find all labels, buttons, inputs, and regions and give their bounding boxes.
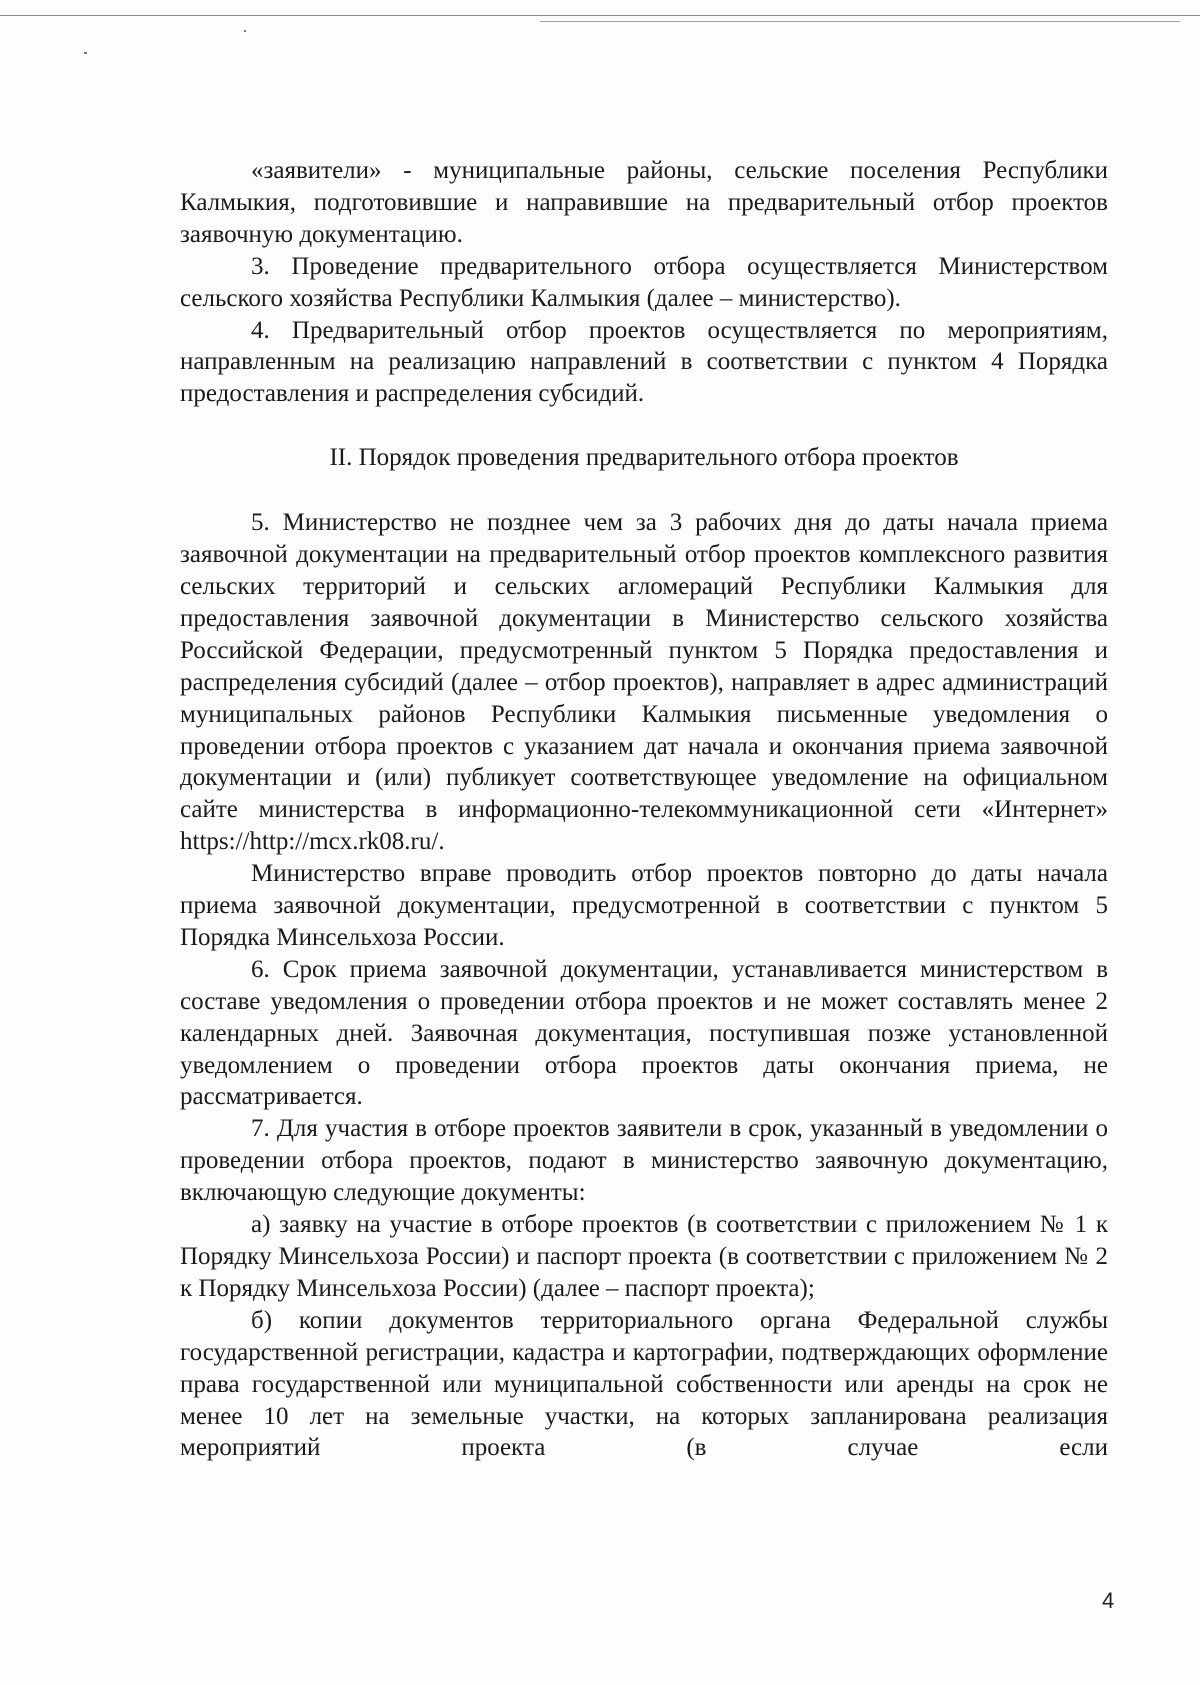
paragraph: «заявители» - муниципальные районы, сельские поселения Республики Калмыкия, подготовившие и направившие на предварительный отбор проектов заявочную документацию. (180, 157, 1108, 248)
paragraph: Министерство вправе проводить отбор проектов повторно до даты начала приема заявочной документации, предусмотренной в соответствии с пунктом 5 Порядка Минсельхоза России. (180, 860, 1108, 951)
scan-edge-line (0, 15, 1200, 16)
paragraph: 6. Срок приема заявочной документации, устанавливается министерством в составе уведомления о проведении отбора проектов и не может составлять менее 2 календарных дней. Заявочная документация, поступившая позже установленной уведомлением о проведении отбора проектов даты окончания приема, не рассматривается. (180, 955, 1108, 1111)
paragraph: 7. Для участия в отборе проектов заявители в срок, указанный в уведомлении о проведении отбора проектов, подают в министерство заявочную документацию, включающую следующие документы: (180, 1115, 1108, 1207)
section-heading: II. Порядок проведения предварительного отбора проектов (329, 444, 959, 472)
document-body (180, 155, 1108, 1464)
paragraph: б) копии документов территориального органа Федеральной службы государственной регистрации, кадастра и картографии, подтверждающих оформление права государственной или муниципальной собственности или аренды на срок не менее 10 лет на земельные участки, на которых запланирована реализация мероприятий проекта (в случае если (180, 1306, 1108, 1462)
paragraph: 5. Министерство не позднее чем за 3 рабочих дня до даты начала приема заявочной документации на предварительный отбор проектов комплексного развития сельских территорий и сельских агломераций Республики Калмыкия для предоставления заявочной документации в Министерство сельского хозяйства Российской Федерации, предусмотренный пунктом 5 Порядка предоставления и распределения субсидий (далее – отбор проектов), направляет в адрес администраций муниципальных районов Республики Калмыкия письменные уведомления о проведении отбора проектов с указанием дат начала и окончания приема заявочной документации и (или) публикует соответствующее уведомление на официальном сайте министерства в информационно-телекоммуникационной сети «Интернет» https://http://mcx.rk08.ru/. (180, 509, 1108, 856)
scan-speck (244, 30, 246, 32)
paragraph: 3. Проведение предварительного отбора осуществляется Министерством сельского хозяйства Республики Калмыкия (далее – министерство). (180, 252, 1108, 312)
paragraph: а) заявку на участие в отборе проектов (в соответствии с приложением № 1 к Порядку Минсельхоза России) и паспорт проекта (в соответствии с приложением № 2 к Порядку Минсельхоза России) (далее – паспорт проекта); (180, 1211, 1108, 1302)
scan-edge-line (540, 21, 1180, 22)
page-number: 4 (1102, 1588, 1115, 1613)
paragraph: 4. Предварительный отбор проектов осуществляется по мероприятиям, направленным на реализацию направлений в соответствии с пунктом 4 Порядка предоставления и распределения субсидий. (180, 316, 1108, 408)
scan-speck (84, 52, 87, 54)
